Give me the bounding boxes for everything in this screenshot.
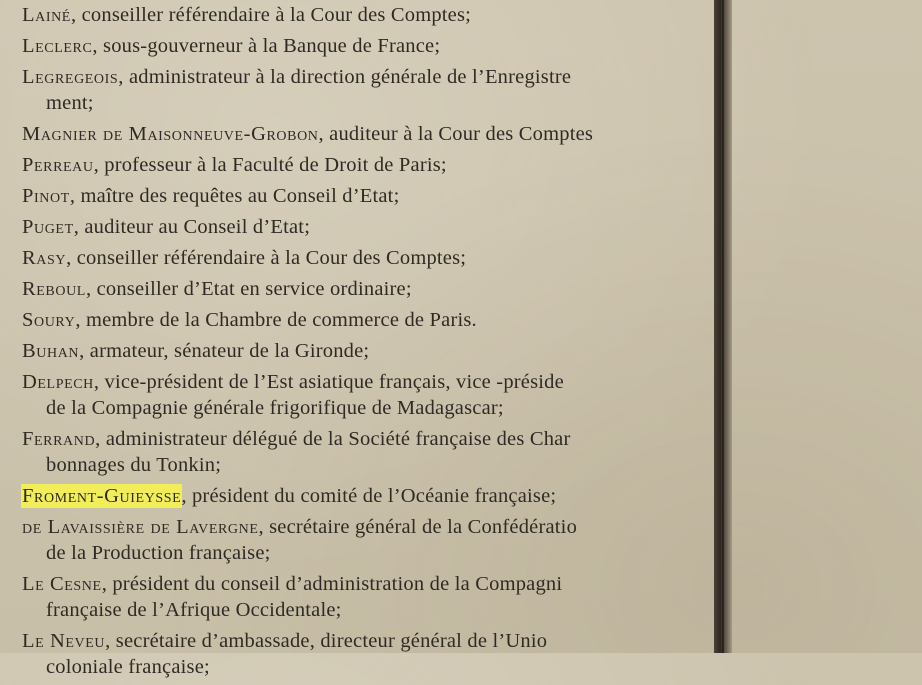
list-item — [22, 338, 922, 364]
list-item — [22, 245, 922, 271]
entry-continuation: ment; — [46, 92, 94, 114]
entry-description: , vice-président de l’Est asiatique français, vice -préside — [93, 371, 564, 393]
list-item — [22, 276, 922, 302]
list-item — [22, 571, 922, 623]
entry-description: , maître des requêtes au Conseil d’Etat; — [69, 185, 400, 207]
list-item — [22, 33, 922, 59]
entry-description: , conseiller référendaire à la Cour des Comptes; — [66, 247, 467, 269]
entry-name: Rasy — [22, 247, 67, 269]
entry-description: , président du comité de l’Océanie française; — [181, 485, 557, 507]
entry-continuation: de la Production française; — [46, 542, 271, 564]
list-item — [22, 214, 922, 240]
entry-name: Puget — [22, 216, 74, 238]
entry-name: Reboul — [22, 278, 86, 300]
entry-name: Delpech — [22, 371, 94, 393]
list-item — [22, 2, 922, 28]
highlighted-entry-name: Froment-Guieysse — [22, 485, 182, 507]
list-item — [22, 121, 922, 147]
entry-list — [22, 2, 922, 685]
gutter-shadow-line — [722, 0, 724, 653]
entry-name: de Lavaissière de Lavergne — [22, 516, 259, 538]
entry-description: , conseiller référendaire à la Cour des Comptes; — [70, 4, 472, 26]
entry-name: Pinot — [22, 185, 70, 207]
entry-description: , membre de la Chambre de commerce de Paris. — [75, 309, 477, 331]
entry-description: , sous-gouverneur à la Banque de France; — [92, 35, 441, 57]
entry-description: , auditeur à la Cour des Comptes — [318, 123, 594, 145]
entry-description: , armateur, sénateur de la Gironde; — [79, 340, 370, 362]
entry-name: Le Neveu — [22, 630, 106, 652]
entry-name: Perreau — [22, 154, 94, 176]
entry-description: , professeur à la Faculté de Droit de Paris; — [93, 154, 447, 176]
list-item — [22, 514, 922, 566]
entry-description: , auditeur au Conseil d’Etat; — [73, 216, 311, 238]
entry-name: Lainé — [22, 4, 71, 26]
entry-continuation: bonnages du Tonkin; — [46, 454, 222, 476]
entry-description: , président du conseil d’administration de la Compagni — [101, 573, 563, 595]
entry-description: , conseiller d’Etat en service ordinaire; — [85, 278, 412, 300]
list-item — [22, 64, 922, 116]
list-item — [22, 307, 922, 333]
list-item — [22, 628, 922, 680]
entry-continuation: coloniale française; — [46, 656, 210, 678]
entry-name: Ferrand — [22, 428, 96, 450]
entry-name: Leclerc — [22, 35, 93, 57]
list-item-highlighted — [22, 483, 922, 509]
entry-name: Magnier de Maisonneuve-Grobon — [22, 123, 319, 145]
entry-description: , secrétaire général de la Confédératio — [258, 516, 578, 538]
list-item — [22, 183, 922, 209]
book-gutter — [714, 0, 732, 653]
entry-continuation: de la Compagnie générale frigorifique de Madagascar; — [46, 397, 504, 419]
entry-name: Buhan — [22, 340, 80, 362]
entry-name: Legregeois — [22, 66, 119, 88]
list-item — [22, 369, 922, 421]
entry-continuation: française de l’Afrique Occidentale; — [46, 599, 342, 621]
entry-description: , administrateur délégué de la Société française des Char — [95, 428, 571, 450]
entry-name: Soury — [22, 309, 76, 331]
entry-description: , secrétaire d’ambassade, directeur général de l’Unio — [105, 630, 548, 652]
list-item — [22, 152, 922, 178]
entry-description: , administrateur à la direction générale de l’Enregistre — [118, 66, 572, 88]
list-item — [22, 426, 922, 478]
entry-name: Le Cesne — [22, 573, 102, 595]
